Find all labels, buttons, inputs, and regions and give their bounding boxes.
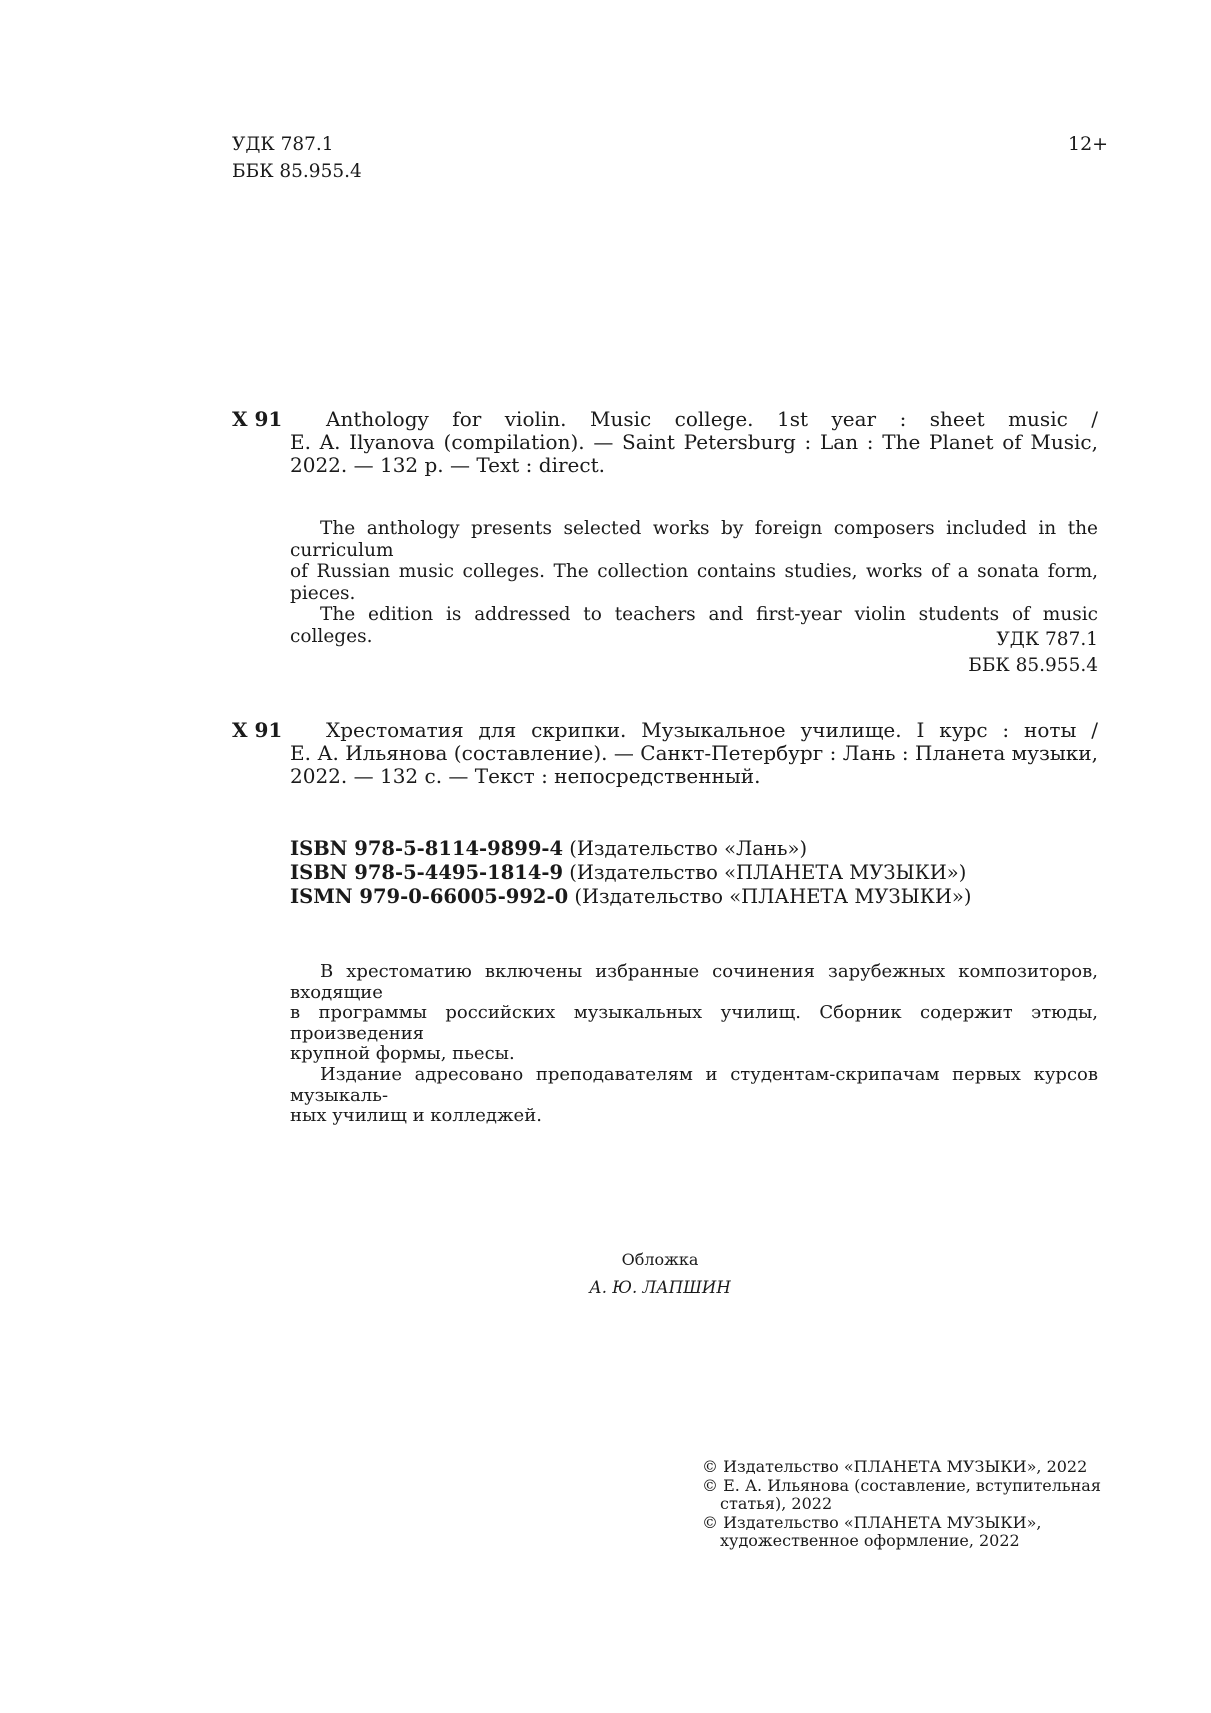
record-line: Е. А. Ильянова (составление). — Санкт-Петербург : Лань : Планета музыки, <box>290 741 1098 766</box>
copyright-line: © Е. А. Ильянова (составление, вступительная <box>702 1475 1101 1495</box>
copyright-line: © Издательство «ПЛАНЕТА МУЗЫКИ», 2022 <box>702 1457 1088 1476</box>
copyright-block <box>702 1458 1101 1551</box>
isbn-publisher: (Издательство «Лань») <box>569 837 808 860</box>
udk-code: УДК 787.1 <box>996 629 1098 650</box>
isbn-entry <box>290 885 971 909</box>
isbn-entry <box>290 837 971 861</box>
cover-credit-artist: А. Ю. ЛАПШИН <box>589 1278 731 1297</box>
annotation-ru <box>290 962 1098 1127</box>
annotation-line: The edition is addressed to teachers and first-year violin students of music colleges. <box>290 604 1098 647</box>
isbn-publisher: (Издательство «ПЛАНЕТА МУЗЫКИ») <box>569 861 967 884</box>
bbk-code: ББК 85.955.4 <box>968 655 1098 676</box>
isbn-number: ISBN 978-5-8114-9899-4 <box>290 837 564 860</box>
annotation-line: В хрестоматию включены избранные сочинения зарубежных композиторов, входящие <box>290 961 1098 1003</box>
record-line: Anthology for violin. Music college. 1st year : sheet music / <box>326 407 1098 431</box>
isbn-entry <box>290 861 971 885</box>
age-rating: 12+ <box>1068 133 1109 155</box>
copyright-line: © Издательство «ПЛАНЕТА МУЗЫКИ», <box>702 1512 1042 1532</box>
record-line: Хрестоматия для скрипки. Музыкальное училище. I курс : ноты / <box>326 718 1098 742</box>
author-sign-ru: Х 91 <box>232 718 283 742</box>
top-classification <box>232 131 362 185</box>
annotation-line: в программы российских музыкальных училищ. Сборник содержит этюды, произведения <box>290 1002 1098 1044</box>
annotation-line: of Russian music colleges. The collection contains studies, works of a sonata form, pieces. <box>290 561 1098 604</box>
annotation-line: ных училищ и колледжей. <box>290 1105 542 1127</box>
record-line: 2022. — 132 p. — Text : direct. <box>290 453 605 478</box>
record-line: 2022. — 132 с. — Текст : непосредственный. <box>290 764 761 789</box>
ismn-number: ISMN 979-0-66005-992-0 <box>290 885 569 908</box>
cover-credit-label: Обложка <box>621 1250 699 1269</box>
bibliographic-record-en <box>290 408 1098 478</box>
copyright-line: статья), 2022 <box>720 1494 833 1514</box>
isbn-list <box>290 837 971 909</box>
annotation-line: Издание адресовано преподавателям и студентам-скрипачам первых курсов музыкаль- <box>290 1063 1098 1106</box>
isbn-publisher: (Издательство «ПЛАНЕТА МУЗЫКИ») <box>574 885 972 908</box>
record-line: E. A. Ilyanova (compilation). — Saint Petersburg : Lan : The Planet of Music, <box>290 430 1098 455</box>
annotation-line: крупной формы, пьесы. <box>290 1043 515 1065</box>
udk-code: УДК 787.1 <box>232 134 334 155</box>
copyright-line: художественное оформление, 2022 <box>720 1531 1020 1551</box>
annotation-line: The anthology presents selected works by foreign composers included in the curriculum <box>290 518 1098 561</box>
bbk-code: ББК 85.955.4 <box>232 161 362 182</box>
author-sign-en: Х 91 <box>232 407 283 431</box>
bibliographic-record-ru <box>290 719 1098 789</box>
mid-classification <box>960 627 1098 679</box>
isbn-number: ISBN 978-5-4495-1814-9 <box>290 861 564 884</box>
